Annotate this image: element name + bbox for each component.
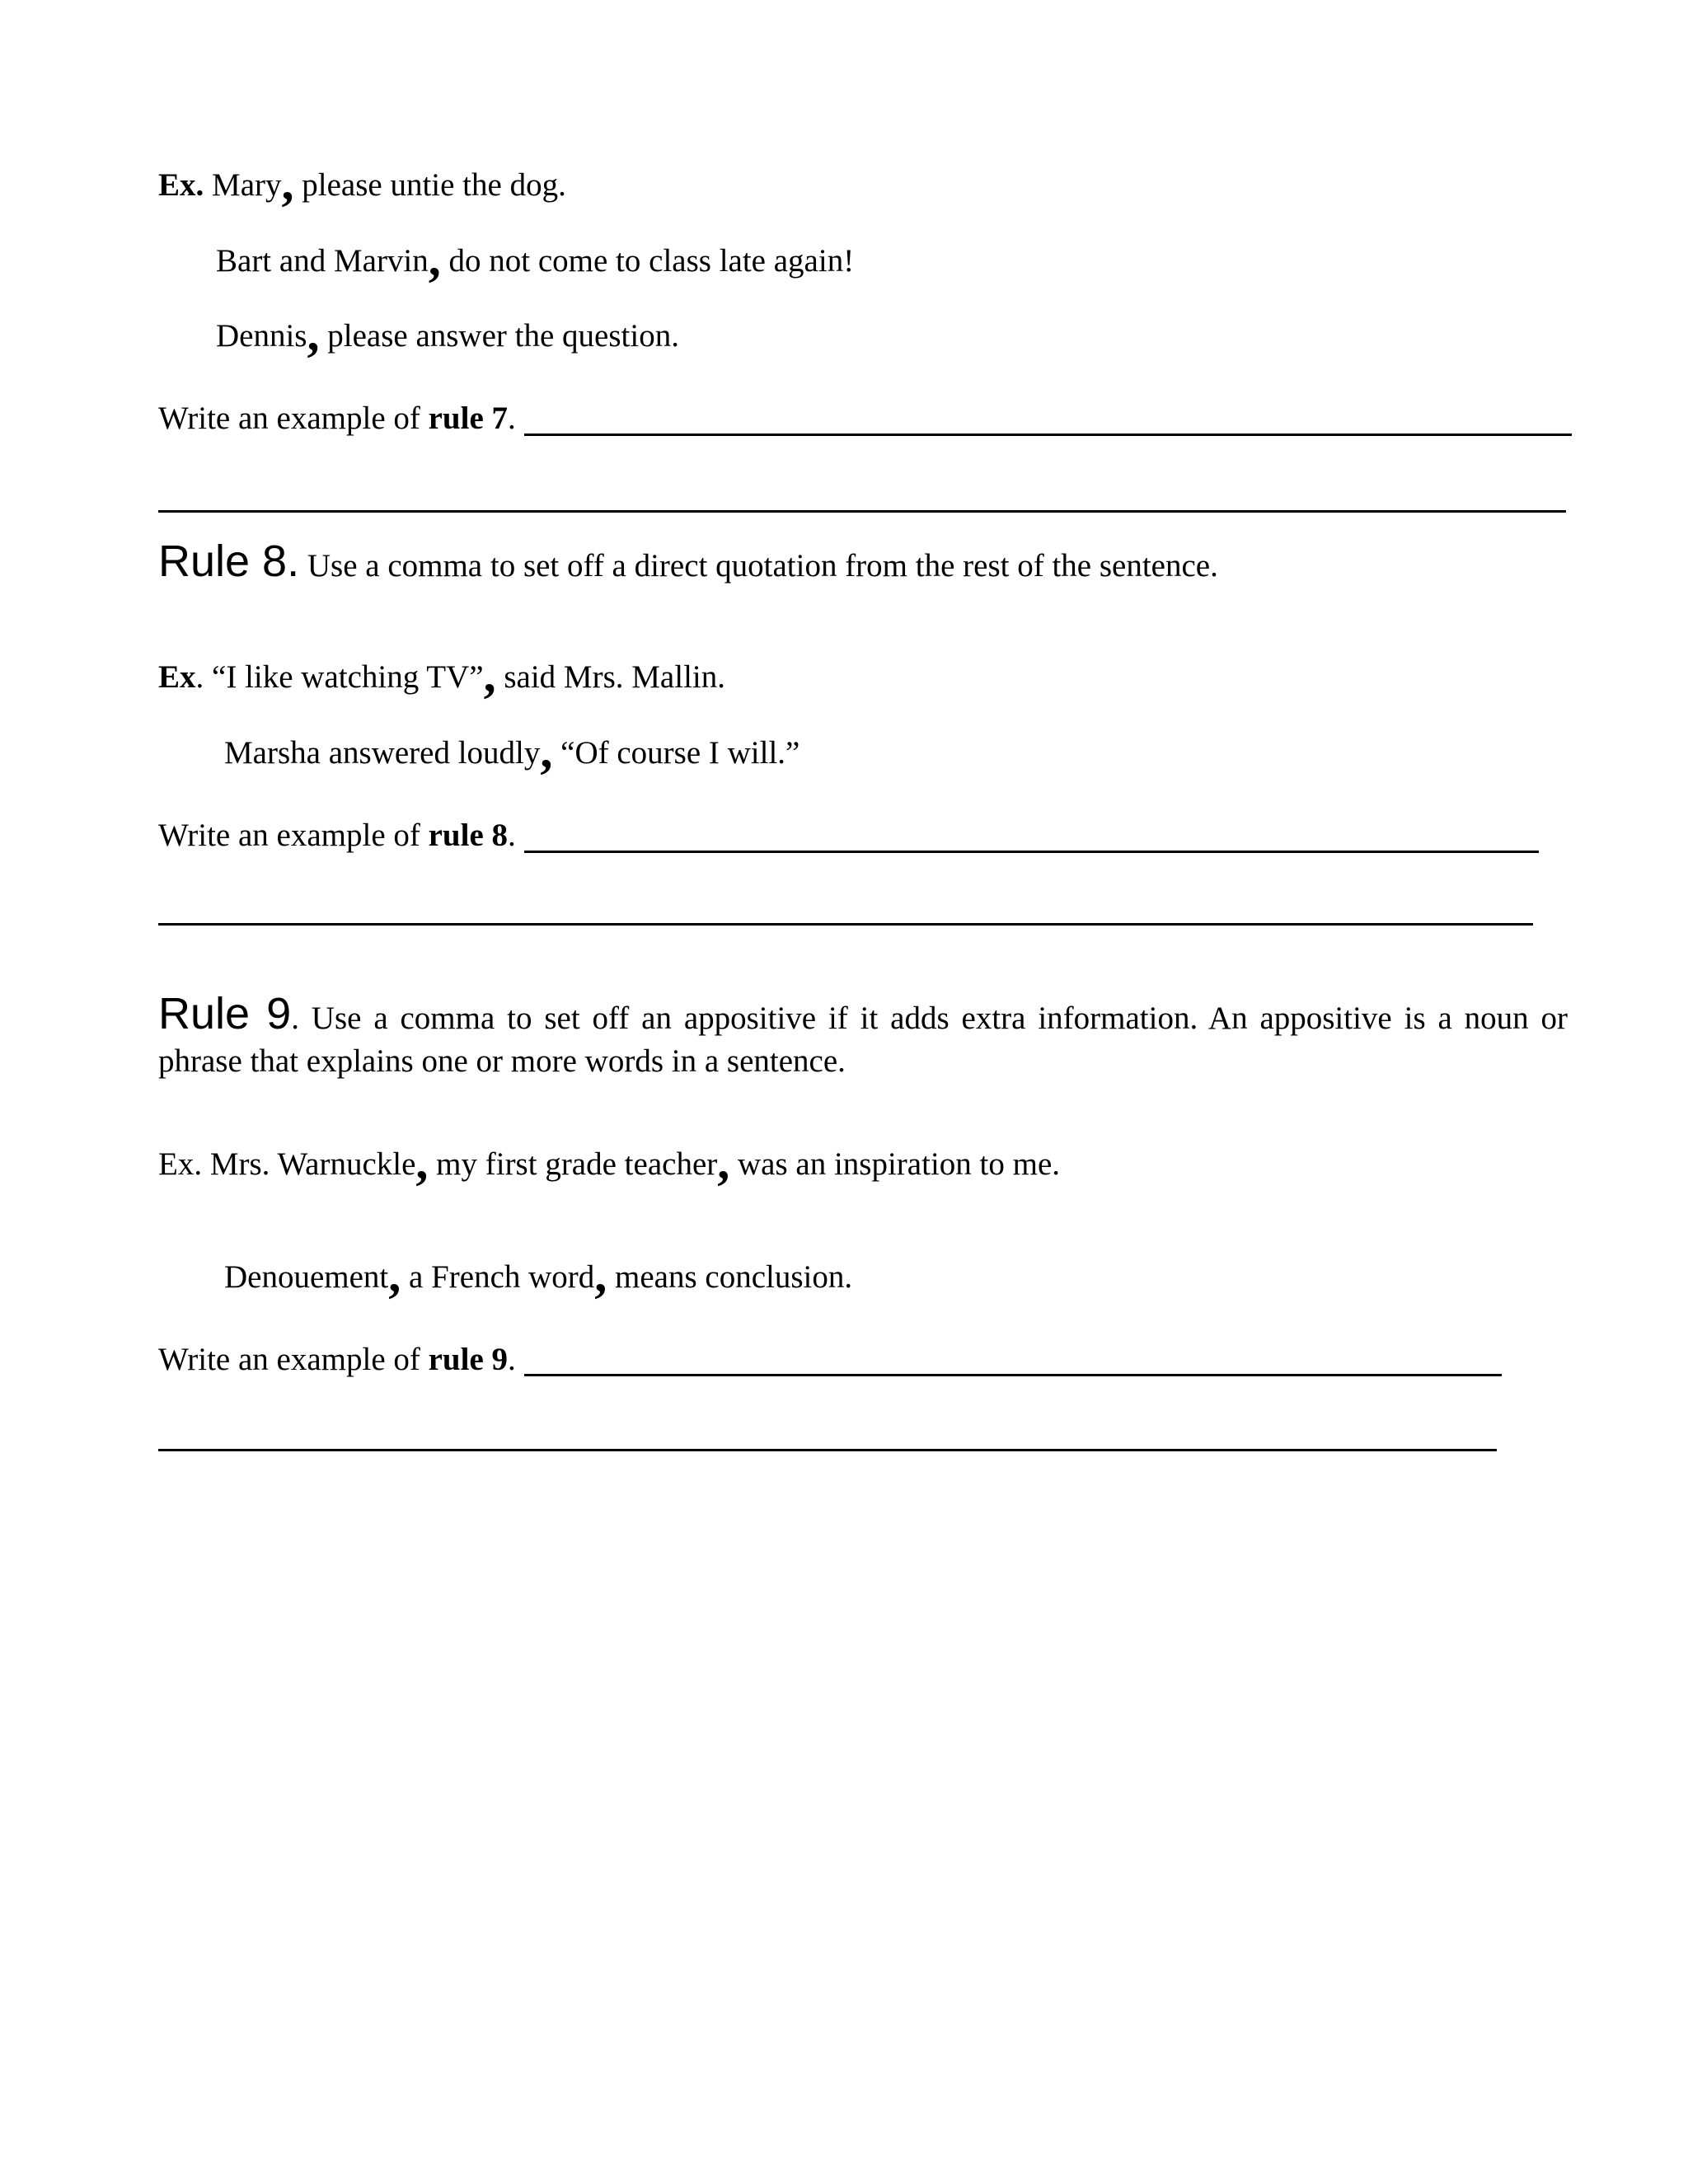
- rule7-example-1: [158, 156, 566, 210]
- prompt-text: Write an example of: [158, 818, 429, 853]
- prompt-text: Write an example of: [158, 401, 429, 436]
- prompt-text: Write an example of: [158, 1342, 429, 1377]
- example-text: please untie the dog.: [293, 167, 566, 203]
- answer-blank-rule9-1[interactable]: [524, 1374, 1502, 1376]
- rule9-example-1: [158, 1135, 1061, 1189]
- example-text: my first grade teacher: [428, 1146, 718, 1182]
- prompt-rule: rule 7: [428, 401, 509, 436]
- example-text: Ex. Mrs. Warnuckle: [158, 1146, 416, 1182]
- comma-mark: ,: [281, 156, 294, 210]
- example-text: Denouement: [224, 1259, 389, 1295]
- prompt-rule: rule 8: [428, 818, 509, 853]
- rule9-example-2: [224, 1248, 853, 1302]
- rule8-prompt: [158, 817, 516, 855]
- answer-blank-rule7-2[interactable]: [158, 510, 1566, 513]
- rule9-prompt: [158, 1341, 516, 1379]
- prompt-rule: rule 9: [428, 1342, 509, 1377]
- example-text: . “I like watching TV”: [195, 659, 484, 695]
- comma-mark: ,: [717, 1135, 730, 1189]
- rule9-heading: Rule 9: [158, 989, 292, 1038]
- prompt-end: .: [508, 818, 516, 853]
- comma-mark: ,: [483, 648, 496, 702]
- comma-mark: ,: [307, 307, 320, 361]
- rule7-prompt: [158, 400, 516, 438]
- example-text: Dennis: [216, 318, 307, 354]
- rule8-text: Use a comma to set off a direct quotation from the rest of the sentence.: [299, 548, 1218, 583]
- comma-mark: ,: [388, 1248, 401, 1302]
- example-text: said Mrs. Mallin.: [495, 659, 726, 695]
- rule8-example-1: [158, 648, 726, 702]
- example-text: Bart and Marvin: [216, 243, 429, 279]
- rule7-example-2: [216, 232, 855, 286]
- prompt-end: .: [508, 401, 516, 436]
- rule9-text: . Use a comma to set off an appositive if it adds extra information. An appositive is a noun or phrase that explains one or more words in a sentence.: [158, 1001, 1568, 1079]
- answer-blank-rule9-2[interactable]: [158, 1449, 1497, 1451]
- example-text: please answer the question.: [319, 318, 679, 354]
- answer-blank-rule8-2[interactable]: [158, 923, 1533, 926]
- rule8-heading: Rule 8.: [158, 537, 300, 586]
- example-text: means conclusion.: [607, 1259, 853, 1295]
- example-text: was an inspiration to me.: [729, 1146, 1061, 1182]
- rule7-example-3: [216, 307, 679, 361]
- ex-label: Ex: [158, 659, 196, 695]
- prompt-end: .: [508, 1342, 516, 1377]
- comma-mark: ,: [428, 232, 441, 286]
- comma-mark: ,: [594, 1248, 607, 1302]
- example-text: “Of course I will.”: [552, 735, 800, 771]
- rule8-example-2: [224, 724, 800, 778]
- comma-mark: ,: [415, 1135, 429, 1189]
- example-text: Mary: [212, 167, 282, 203]
- example-text: Marsha answered loudly: [224, 735, 541, 771]
- ex-label: Ex.: [158, 167, 204, 203]
- comma-mark: ,: [540, 724, 553, 778]
- rule8-statement: [158, 537, 1218, 586]
- example-text: do not come to class late again!: [440, 243, 855, 279]
- answer-blank-rule8-1[interactable]: [524, 851, 1539, 853]
- example-text: a French word: [401, 1259, 595, 1295]
- answer-blank-rule7-1[interactable]: [524, 434, 1572, 436]
- rule9-statement: [158, 989, 1568, 1083]
